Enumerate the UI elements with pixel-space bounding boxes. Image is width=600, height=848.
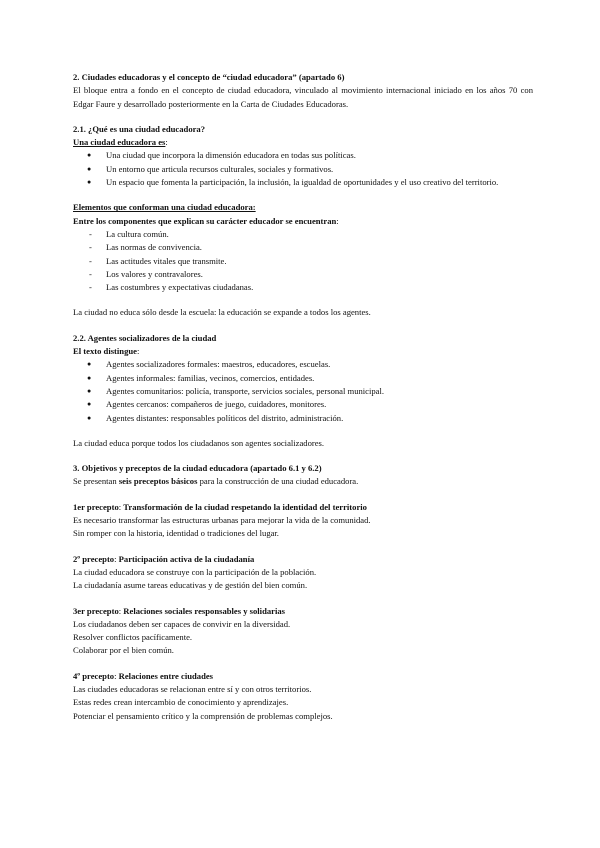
section-2-2-lead-bold: El texto distingue — [73, 346, 137, 357]
list-item: ● Agentes socializadores formales: maestros, educadores, escuelas. — [73, 358, 533, 371]
precept-2-heading: 2º precepto: Participación activa de la ciudadanía — [73, 553, 255, 564]
section-2-2-heading: 2.2. Agentes socializadores de la ciudad — [73, 332, 217, 343]
bullet-icon: ● — [87, 373, 92, 382]
bullet-icon: ● — [87, 151, 92, 160]
precept-line: Colaborar por el bien común. — [73, 645, 174, 656]
precept-title: Relaciones sociales responsables y solidarias — [123, 605, 285, 616]
list-item: - Las costumbres y expectativas ciudadanas. — [73, 281, 533, 294]
list-item: ● Agentes cercanos: compañeros de juego, cuidadores, monitores. — [73, 398, 533, 411]
list-item: - Los valores y contravalores. — [73, 268, 533, 281]
precept-line: Es necesario transformar las estructuras urbanas para mejorar la vida de la comunidad. — [73, 515, 371, 526]
list-item: - La cultura común. — [73, 228, 533, 241]
section-3-intro-bold: seis preceptos básicos — [118, 476, 198, 487]
list-item: ● Agentes informales: familias, vecinos, comercios, entidades. — [73, 372, 533, 385]
section-2-2-lead-colon: : — [136, 346, 140, 357]
bullet-icon: ● — [87, 400, 92, 409]
list-item: ● Un entorno que articula recursos culturales, sociales y formativos. — [73, 163, 533, 176]
dash-icon: - — [89, 242, 92, 253]
elements-lead — [73, 215, 533, 228]
bullet-icon: ● — [87, 386, 92, 395]
precept-line: Estas redes crean intercambio de conocimiento y aprendizajes. — [73, 697, 289, 708]
section-2-1-heading: 2.1. ¿Qué es una ciudad educadora? — [73, 123, 206, 134]
section-3-heading: 3. Objetivos y preceptos de la ciudad educadora (apartado 6.1 y 6.2) — [73, 463, 322, 474]
dash-icon: - — [89, 268, 92, 279]
section-2-1-lead — [73, 136, 533, 149]
section-2-1-lead-colon: : — [165, 137, 168, 148]
precept-4-heading: 4º precepto: Relaciones entre ciudades — [73, 670, 214, 681]
section-2-1-list — [73, 149, 533, 189]
list-item: ● Agentes comunitarios: policía, transporte, servicios sociales, personal municipal. — [73, 385, 533, 398]
precept-line: Sin romper con la historia, identidad o tradiciones del lugar. — [73, 528, 279, 539]
dash-icon: - — [89, 228, 92, 239]
section-2-heading: 2. Ciudades educadoras y el concepto de “ciudad educadora” (apartado 6) — [73, 72, 345, 82]
list-item: ● Agentes distantes: responsables políticos del distrito, administración. — [73, 412, 533, 425]
bullet-icon: ● — [87, 178, 92, 187]
elements-list — [73, 228, 533, 294]
elements-heading: Elementos que conforman una ciudad educadora: — [73, 202, 256, 213]
precept-line: Potenciar el pensamiento crítico y la comprensión de problemas complejos. — [73, 710, 333, 721]
section-2-intro: El bloque entra a fondo en el concepto de ciudad educadora, vinculado al movimiento internacional iniciado en los años 70 con Edgar Faure y desarrollado posteriormente en la Carta de Ciudades Educadoras. — [73, 85, 533, 109]
bullet-icon: ● — [87, 360, 92, 369]
precept-line: Los ciudadanos deben ser capaces de convivir en la diversidad. — [73, 618, 291, 629]
section-2-1-lead-bold: Una ciudad educadora es — [73, 137, 166, 148]
bullet-icon: ● — [87, 164, 92, 173]
section-2-2-list — [73, 358, 533, 424]
list-item: - Las normas de convivencia. — [73, 241, 533, 254]
elements-lead-colon: : — [336, 215, 339, 226]
elements-closing: La ciudad no educa sólo desde la escuela: la educación se expande a todos los agentes. — [73, 307, 371, 318]
dash-icon: - — [89, 255, 92, 266]
precept-label: 1er precepto — [73, 501, 119, 512]
precept-line: Las ciudades educadoras se relacionan entre sí y con otros territorios. — [73, 683, 312, 694]
bullet-icon: ● — [87, 413, 92, 422]
precept-title: Transformación de la ciudad respetando la identidad del territorio — [123, 501, 367, 512]
precept-line: La ciudad educadora se construye con la participación de la población. — [73, 566, 317, 577]
precept-title: Participación activa de la ciudadanía — [118, 553, 255, 564]
document-page — [73, 71, 533, 723]
precept-line: La ciudadanía asume tareas educativas y de gestión del bien común. — [73, 580, 308, 591]
precept-label: 3er precepto — [73, 605, 119, 616]
list-item: ● Una ciudad que incorpora la dimensión educadora en todas sus políticas. — [73, 149, 533, 162]
precept-title: Relaciones entre ciudades — [118, 670, 214, 681]
precept-label: 4º precepto — [73, 670, 115, 681]
list-item: ● Un espacio que fomenta la participación, la inclusión, la igualdad de oportunidades y el uso creativo del territorio. — [73, 176, 533, 189]
precept-line: Resolver conflictos pacíficamente. — [73, 632, 193, 643]
list-item: - Las actitudes vitales que transmite. — [73, 255, 533, 268]
precept-3-heading: 3er precepto: Relaciones sociales responsables y solidarias — [73, 605, 285, 616]
precept-1-heading: 1er precepto: Transformación de la ciudad respetando la identidad del territorio — [73, 501, 367, 512]
dash-icon: - — [89, 282, 92, 293]
section-2-2-lead — [73, 345, 533, 358]
section-2-2-closing: La ciudad educa porque todos los ciudadanos son agentes socializadores. — [73, 437, 325, 448]
section-3-intro: Se presentan seis preceptos básicos para la construcción de una ciudad educadora. — [73, 476, 359, 487]
precept-label: 2º precepto — [73, 553, 115, 564]
elements-lead-bold: Entre los componentes que explican su carácter educador se encuentran — [73, 215, 337, 226]
